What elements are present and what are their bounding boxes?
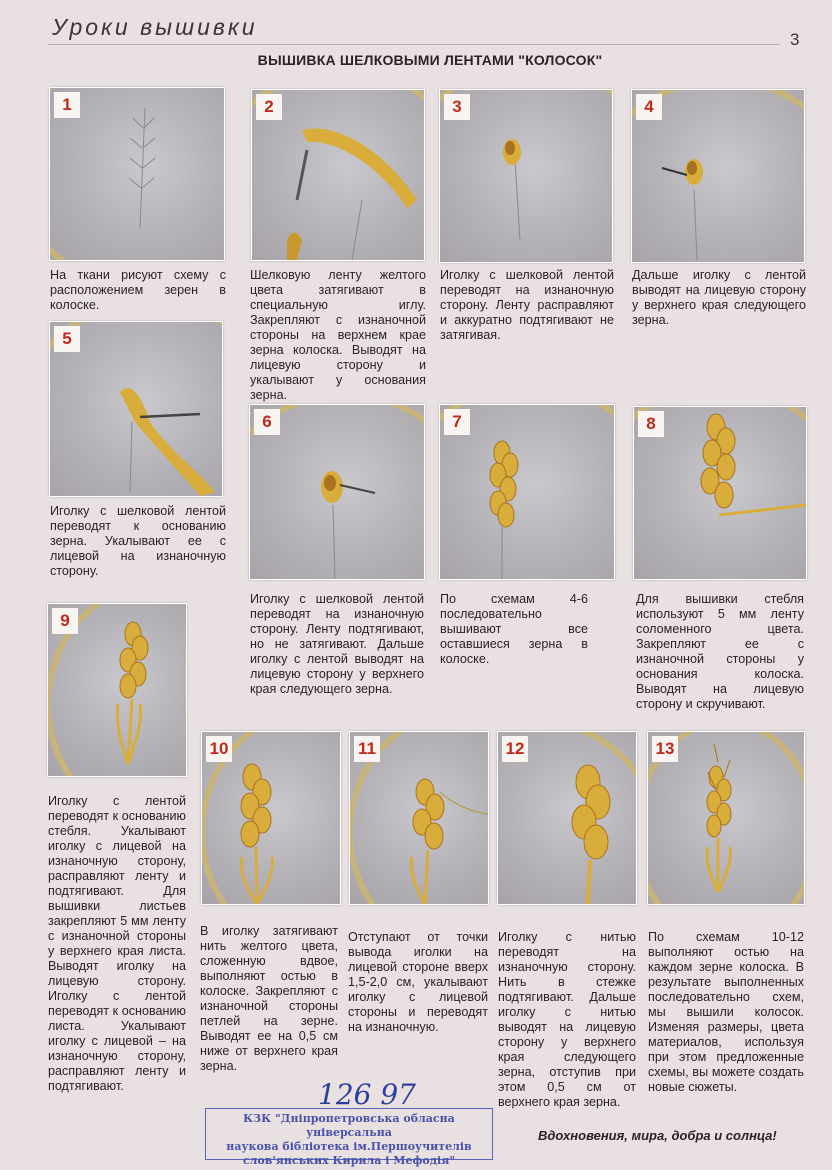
step-10-caption: В иголку затягивают нить желтого цвета, сложенную вдвое, выполняют остью в колоске. Закрепляют с изнаночной стороны петлей на зерне. Выводят ее на 0,5 см ниже от верхнего края зерна. — [200, 924, 338, 1073]
header-divider — [48, 44, 780, 45]
step-5-caption: Иголку с шелковой лентой переводят к основанию зерна. Укалывают ее с лицевой на изнаночную сторону. — [50, 504, 226, 578]
step-7-number: 7 — [444, 409, 470, 435]
step-7-photo — [440, 405, 614, 579]
inventory-number: 126 97 — [318, 1078, 416, 1111]
step-13-caption: По схемам 10-12 выполняют остью на каждом зерне колоска. В результате выполненных последовательно схем, мы вышили колосок. Изменяя размеры, цвета материалов, используя при этом предложенные схемы, вы можете создать новые сюжеты. — [648, 930, 804, 1094]
step-11-number: 11 — [354, 736, 380, 762]
section-title: Уроки вышивки — [52, 14, 258, 40]
step-10-number: 10 — [206, 736, 232, 762]
step-1-number: 1 — [54, 92, 80, 118]
step-5-number: 5 — [54, 326, 80, 352]
step-4-number: 4 — [636, 94, 662, 120]
closing-text: Вдохновения, мира, добра и солнца! — [538, 1128, 777, 1143]
step-12-photo — [498, 732, 636, 904]
step-9-caption: Иголку с лентой переводят к основанию стебля. Укалывают иголку с лицевой на изнаночную сторону, расправляют ленту и подтягивают. Для вышивки листьев закрепляют 5 мм ленту с изнаночной стороны у верхнего края листа. Выводят иголку на лицевую сторону. Иголку с лентой переводят к основанию листа. Укалывают иголку с лицевой – на изнаночную сторону, расправляют ленту и подтягивают. — [48, 794, 186, 1093]
step-6-photo — [250, 405, 424, 579]
step-12-caption: Иголку с нитью переводят на изнаночную сторону. Нить в стежке подтягивают. Дальше иголку с нитью выводят на лицевую сторону у верхнего края следующего зерна, отступив при этом 0,5 см от верхнего края зерна. — [498, 930, 636, 1109]
step-6-number: 6 — [254, 409, 280, 435]
step-11-photo — [350, 732, 488, 904]
step-7-caption: По схемам 4-6 последовательно вышивают все оставшиеся зерна в колоске. — [440, 592, 588, 666]
step-12-number: 12 — [502, 736, 528, 762]
step-9-number: 9 — [52, 608, 78, 634]
step-5-photo — [50, 322, 222, 496]
library-stamp — [205, 1108, 493, 1167]
stamp-line-3: слов'янських Кирила і Мефодія" — [242, 1154, 456, 1167]
article-title: ВЫШИВКА ШЕЛКОВЫМИ ЛЕНТАМИ "КОЛОСОК" — [257, 52, 603, 68]
step-8-photo — [634, 407, 806, 579]
step-3-caption: Иголку с шелковой лентой переводят на изнаночную сторону. Ленту расправляют и аккуратно подтягивают не затягивая. — [440, 268, 614, 342]
step-2-number: 2 — [256, 94, 282, 120]
page-number: 3 — [790, 30, 800, 49]
stamp-line-1: КЗК "Дніпропетровська обласна універсальна — [243, 1112, 455, 1139]
step-4-caption: Дальше иголку с лентой выводят на лицевую сторону у верхнего края следующего зерна. — [632, 268, 806, 327]
step-13-number: 13 — [652, 736, 678, 762]
step-6-caption: Иголку с шелковой лентой переводят на изнаночную сторону. Ленту подтягивают, но не затягивают. Дальше иголку с лентой выводят на лицевую сторону у верхнего края следующего зерна. — [250, 592, 424, 696]
step-13-photo — [648, 732, 804, 904]
step-3-photo — [440, 90, 612, 262]
step-1-caption: На ткани рисуют схему с расположением зерен в колоске. — [50, 268, 226, 312]
step-3-number: 3 — [444, 94, 470, 120]
step-8-caption: Для вышивки стебля используют 5 мм ленту соломенного цвета. Закрепляют ее с изнаночной стороны у основания колоска. Выводят на лицевую сторону и скручивают. — [636, 592, 804, 711]
step-4-photo — [632, 90, 804, 262]
step-2-photo — [252, 90, 424, 260]
stamp-line-2: наукова бібліотека ім.Першоучителів — [226, 1140, 472, 1153]
step-1-photo — [50, 88, 224, 260]
step-8-number: 8 — [638, 411, 664, 437]
step-11-caption: Отступают от точки вывода иголки на лицевой стороне вверх 1,5-2,0 см, укалывают иголку с лицевой стороны и переводят на изнаночную. — [348, 930, 488, 1034]
step-2-caption: Шелковую ленту желтого цвета затягивают в специальную иглу. Закрепляют с изнаночной стороны на верхнем крае зерна колоска. Выводят на лицевую сторону и укалывают у основания зерна. — [250, 268, 426, 402]
step-10-photo — [202, 732, 340, 904]
step-9-photo — [48, 604, 186, 776]
